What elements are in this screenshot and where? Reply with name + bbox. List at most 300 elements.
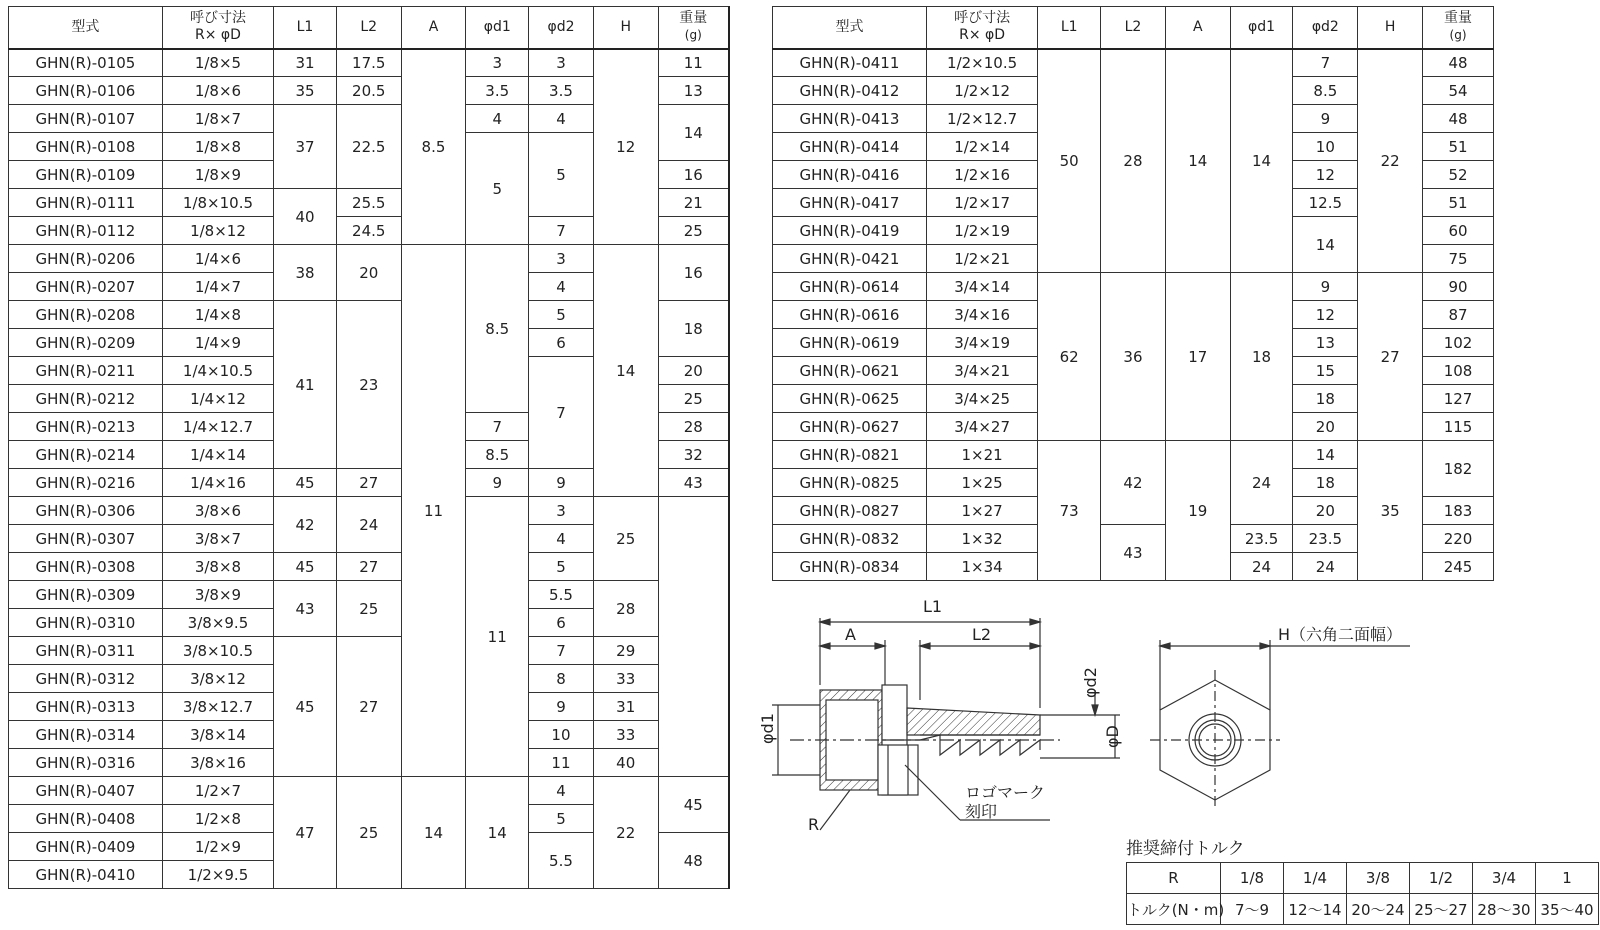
cell-L2: 27 bbox=[336, 553, 401, 581]
cell-nominal: 3/8×14 bbox=[162, 721, 273, 749]
cell-model: GHN(R)-0627 bbox=[773, 413, 927, 441]
cell-model: GHN(R)-0208 bbox=[9, 301, 163, 329]
cell-model: GHN(R)-0106 bbox=[9, 77, 163, 105]
cell-L2: 42 bbox=[1101, 441, 1166, 525]
table-row bbox=[773, 441, 1494, 469]
cell-model: GHN(R)-0213 bbox=[9, 413, 163, 441]
cell-weight: 54 bbox=[1423, 77, 1494, 105]
cell-model: GHN(R)-0832 bbox=[773, 525, 927, 553]
cell-nominal: 3/8×16 bbox=[162, 749, 273, 777]
cell-d2: 9 bbox=[1293, 273, 1358, 301]
cell-nominal: 3/8×9.5 bbox=[162, 609, 273, 637]
cell-model: GHN(R)-0214 bbox=[9, 441, 163, 469]
cell-nominal: 1/2×12.7 bbox=[926, 105, 1037, 133]
cell-d2: 9 bbox=[529, 469, 594, 497]
table-row bbox=[9, 777, 730, 805]
cell-nominal: 1/2×9 bbox=[162, 833, 273, 861]
cell-d2: 3 bbox=[529, 245, 594, 273]
header-H: H bbox=[1358, 7, 1423, 49]
cell-d1: 4 bbox=[466, 105, 529, 133]
cell-nominal: 3/4×19 bbox=[926, 329, 1037, 357]
cell-weight: 25 bbox=[658, 217, 729, 245]
cell-d1: 14 bbox=[466, 777, 529, 889]
cell-nominal: 3/8×9 bbox=[162, 581, 273, 609]
header-H: H bbox=[593, 7, 658, 49]
left-spec-table bbox=[8, 6, 730, 889]
cell-d2: 5.5 bbox=[529, 833, 594, 889]
cell-weight: 182 bbox=[1423, 441, 1494, 497]
cell-model: GHN(R)-0410 bbox=[9, 861, 163, 889]
dim-L1: L1 bbox=[923, 597, 943, 616]
cell-d1: 24 bbox=[1230, 553, 1293, 581]
cell-model: GHN(R)-0417 bbox=[773, 189, 927, 217]
cell-model: GHN(R)-0834 bbox=[773, 553, 927, 581]
cell-d2: 20 bbox=[1293, 413, 1358, 441]
torque-value: 28〜30 bbox=[1473, 894, 1536, 925]
cell-L2: 23 bbox=[336, 301, 401, 469]
cell-L2: 27 bbox=[336, 469, 401, 497]
cell-H: 22 bbox=[1358, 49, 1423, 273]
cell-d2: 24 bbox=[1293, 553, 1358, 581]
cell-d2: 3.5 bbox=[529, 77, 594, 105]
cell-weight: 45 bbox=[658, 777, 729, 833]
cell-d1: 8.5 bbox=[466, 441, 529, 469]
cell-A: 17 bbox=[1165, 273, 1230, 441]
cell-nominal: 1/4×12.7 bbox=[162, 413, 273, 441]
cell-d2: 7 bbox=[529, 217, 594, 245]
cell-weight: 31 bbox=[593, 693, 658, 721]
cell-H: 14 bbox=[593, 245, 658, 497]
cell-d2: 6 bbox=[529, 329, 594, 357]
cell-d2: 4 bbox=[529, 777, 594, 805]
header-L2: L2 bbox=[1101, 7, 1166, 49]
cell-model: GHN(R)-0212 bbox=[9, 385, 163, 413]
cell-L1: 50 bbox=[1038, 49, 1101, 273]
torque-title: 推奨締付トルク bbox=[1126, 839, 1245, 859]
header-nominal-line2: R× φD bbox=[959, 27, 1006, 44]
right-spec-table bbox=[772, 6, 1494, 581]
cell-L2: 24 bbox=[336, 497, 401, 553]
cell-d1: 5 bbox=[466, 133, 529, 245]
cell-L2: 36 bbox=[1101, 273, 1166, 441]
cell-model: GHN(R)-0112 bbox=[9, 217, 163, 245]
header-A: A bbox=[401, 7, 466, 49]
cell-nominal: 3/4×16 bbox=[926, 301, 1037, 329]
cell-nominal: 1/2×8 bbox=[162, 805, 273, 833]
table-row bbox=[9, 581, 730, 609]
dim-d2: φd2 bbox=[1081, 667, 1100, 698]
cell-d2: 7 bbox=[1293, 49, 1358, 77]
torque-row-label-T: トルク(N・m) bbox=[1127, 894, 1221, 925]
cell-d2: 4 bbox=[529, 105, 594, 133]
cell-nominal: 3/4×25 bbox=[926, 385, 1037, 413]
table-row bbox=[9, 497, 730, 525]
cell-model: GHN(R)-0211 bbox=[9, 357, 163, 385]
cell-nominal: 3/8×12.7 bbox=[162, 693, 273, 721]
cell-d2: 5 bbox=[529, 805, 594, 833]
cell-d2: 14 bbox=[1293, 441, 1358, 469]
cell-nominal: 3/8×8 bbox=[162, 553, 273, 581]
cell-d2: 18 bbox=[1293, 469, 1358, 497]
cell-d2: 9 bbox=[1293, 105, 1358, 133]
cell-nominal: 1/4×8 bbox=[162, 301, 273, 329]
cell-A: 14 bbox=[401, 777, 466, 889]
dim-H: H（六角二面幅） bbox=[1278, 625, 1403, 644]
torque-value: 25〜27 bbox=[1410, 894, 1473, 925]
cell-L1: 38 bbox=[274, 245, 337, 301]
cell-weight: 48 bbox=[658, 833, 729, 889]
cell-model: GHN(R)-0408 bbox=[9, 805, 163, 833]
cell-nominal: 1/8×6 bbox=[162, 77, 273, 105]
cell-model: GHN(R)-0109 bbox=[9, 161, 163, 189]
cell-weight: 33 bbox=[593, 721, 658, 749]
cell-L1: 45 bbox=[274, 553, 337, 581]
cell-nominal: 1/2×21 bbox=[926, 245, 1037, 273]
cell-weight: 220 bbox=[1423, 525, 1494, 553]
cell-L1: 47 bbox=[274, 777, 337, 889]
cell-model: GHN(R)-0313 bbox=[9, 693, 163, 721]
cell-A: 8.5 bbox=[401, 49, 466, 245]
cell-weight: 21 bbox=[658, 189, 729, 217]
fitting-drawing bbox=[758, 597, 1460, 840]
cell-d2: 12 bbox=[1293, 301, 1358, 329]
cell-nominal: 1/8×7 bbox=[162, 105, 273, 133]
cell-nominal: 1×34 bbox=[926, 553, 1037, 581]
cell-L1: 41 bbox=[274, 301, 337, 469]
cell-L2: 25 bbox=[336, 581, 401, 637]
cell-d2: 8.5 bbox=[1293, 77, 1358, 105]
header-d1: φd1 bbox=[466, 7, 529, 49]
cell-model: GHN(R)-0209 bbox=[9, 329, 163, 357]
cell-nominal: 1/8×12 bbox=[162, 217, 273, 245]
cell-L1: 62 bbox=[1038, 273, 1101, 441]
cell-d1: 23.5 bbox=[1230, 525, 1293, 553]
cell-L2: 27 bbox=[336, 637, 401, 777]
cell-model: GHN(R)-0409 bbox=[9, 833, 163, 861]
torque-size: 1/2 bbox=[1410, 863, 1473, 894]
cell-d2: 3 bbox=[529, 49, 594, 77]
cell-model: GHN(R)-0312 bbox=[9, 665, 163, 693]
cell-nominal: 1/4×10.5 bbox=[162, 357, 273, 385]
cell-d2: 6 bbox=[529, 609, 594, 637]
cell-model: GHN(R)-0308 bbox=[9, 553, 163, 581]
dim-D: φD bbox=[1103, 725, 1122, 748]
cell-d1: 3 bbox=[466, 49, 529, 77]
cell-nominal: 1/2×7 bbox=[162, 777, 273, 805]
cell-L2: 22.5 bbox=[336, 105, 401, 189]
cell-weight: 51 bbox=[1423, 133, 1494, 161]
cell-model: GHN(R)-0421 bbox=[773, 245, 927, 273]
cell-weight: 20 bbox=[658, 357, 729, 385]
cell-model: GHN(R)-0309 bbox=[9, 581, 163, 609]
cell-weight: 14 bbox=[658, 105, 729, 161]
header-model: 型式 bbox=[9, 7, 163, 49]
cell-model: GHN(R)-0621 bbox=[773, 357, 927, 385]
header-weight-line1: 重量 bbox=[1444, 10, 1473, 27]
cell-nominal: 1/4×7 bbox=[162, 273, 273, 301]
cell-model: GHN(R)-0107 bbox=[9, 105, 163, 133]
cell-model: GHN(R)-0311 bbox=[9, 637, 163, 665]
cell-d2: 5 bbox=[529, 133, 594, 217]
cell-model: GHN(R)-0111 bbox=[9, 189, 163, 217]
cell-weight: 13 bbox=[658, 77, 729, 105]
cell-d1: 14 bbox=[1230, 49, 1293, 273]
table-row bbox=[9, 49, 730, 77]
cell-weight: 48 bbox=[1423, 49, 1494, 77]
header-model: 型式 bbox=[773, 7, 927, 49]
cell-weight: 90 bbox=[1423, 273, 1494, 301]
cell-d2: 8 bbox=[529, 665, 594, 693]
cell-nominal: 3/8×7 bbox=[162, 525, 273, 553]
cell-d1: 7 bbox=[466, 413, 529, 441]
cell-H: 12 bbox=[593, 49, 658, 245]
cell-d2: 12.5 bbox=[1293, 189, 1358, 217]
cell-weight: 245 bbox=[1423, 553, 1494, 581]
header-row bbox=[9, 7, 730, 49]
header-d2: φd2 bbox=[529, 7, 594, 49]
cell-nominal: 1/2×9.5 bbox=[162, 861, 273, 889]
cell-model: GHN(R)-0827 bbox=[773, 497, 927, 525]
cell-d2: 23.5 bbox=[1293, 525, 1358, 553]
header-L2: L2 bbox=[336, 7, 401, 49]
cell-weight: 32 bbox=[658, 441, 729, 469]
cell-model: GHN(R)-0314 bbox=[9, 721, 163, 749]
header-L1: L1 bbox=[1038, 7, 1101, 49]
cell-weight: 52 bbox=[1423, 161, 1494, 189]
cell-L2: 20 bbox=[336, 245, 401, 301]
torque-size: 1/8 bbox=[1221, 863, 1284, 894]
cell-d2: 15 bbox=[1293, 357, 1358, 385]
cell-weight: 25 bbox=[658, 385, 729, 413]
cell-model: GHN(R)-0108 bbox=[9, 133, 163, 161]
cell-d2: 4 bbox=[529, 273, 594, 301]
torque-row-label-R: R bbox=[1127, 863, 1221, 894]
torque-size: 1 bbox=[1536, 863, 1599, 894]
cell-nominal: 3/4×21 bbox=[926, 357, 1037, 385]
header-weight bbox=[658, 7, 729, 49]
cell-d2: 10 bbox=[1293, 133, 1358, 161]
cell-weight: 11 bbox=[658, 49, 729, 77]
cell-weight: 29 bbox=[593, 637, 658, 665]
cell-L2: 43 bbox=[1101, 525, 1166, 581]
cell-d2: 18 bbox=[1293, 385, 1358, 413]
cell-L2: 28 bbox=[1101, 49, 1166, 273]
cell-d1: 3.5 bbox=[466, 77, 529, 105]
cell-d2: 14 bbox=[1293, 217, 1358, 273]
cell-nominal: 1/8×5 bbox=[162, 49, 273, 77]
cell-L1: 73 bbox=[1038, 441, 1101, 581]
cell-L1: 31 bbox=[274, 49, 337, 77]
cell-nominal: 1×32 bbox=[926, 525, 1037, 553]
cell-model: GHN(R)-0821 bbox=[773, 441, 927, 469]
header-weight-unit: (g) bbox=[1449, 28, 1467, 43]
cell-A: 11 bbox=[401, 245, 466, 777]
cell-weight: 16 bbox=[658, 245, 729, 301]
header-d2: φd2 bbox=[1293, 7, 1358, 49]
cell-model: GHN(R)-0105 bbox=[9, 49, 163, 77]
torque-value: 12〜14 bbox=[1284, 894, 1347, 925]
cell-model: GHN(R)-0407 bbox=[9, 777, 163, 805]
cell-model: GHN(R)-0825 bbox=[773, 469, 927, 497]
cell-nominal: 1/4×6 bbox=[162, 245, 273, 273]
header-weight-unit: (g) bbox=[684, 28, 702, 43]
cell-model: GHN(R)-0619 bbox=[773, 329, 927, 357]
cell-nominal: 1×21 bbox=[926, 441, 1037, 469]
cell-nominal: 1/8×10.5 bbox=[162, 189, 273, 217]
cell-L1: 37 bbox=[274, 105, 337, 189]
cell-d2: 13 bbox=[1293, 329, 1358, 357]
cell-d1: 18 bbox=[1230, 273, 1293, 441]
cell-nominal: 1/8×8 bbox=[162, 133, 273, 161]
cell-weight: 60 bbox=[1423, 217, 1494, 245]
cell-d1: 9 bbox=[466, 469, 529, 497]
cell-weight: 183 bbox=[1423, 497, 1494, 525]
cell-d2: 7 bbox=[529, 357, 594, 469]
table-row bbox=[9, 637, 730, 665]
cell-weight: 28 bbox=[593, 581, 658, 637]
cell-H: 22 bbox=[593, 777, 658, 889]
cell-A: 19 bbox=[1165, 441, 1230, 581]
cell-L2: 17.5 bbox=[336, 49, 401, 77]
cell-model: GHN(R)-0206 bbox=[9, 245, 163, 273]
cell-nominal: 1/4×12 bbox=[162, 385, 273, 413]
torque-value: 7〜9 bbox=[1221, 894, 1284, 925]
cell-L1: 45 bbox=[274, 637, 337, 777]
header-row bbox=[773, 7, 1494, 49]
cell-model: GHN(R)-0216 bbox=[9, 469, 163, 497]
cell-L1: 42 bbox=[274, 497, 337, 553]
cell-nominal: 1/2×12 bbox=[926, 77, 1037, 105]
cell-d1: 11 bbox=[466, 497, 529, 777]
cell-weight: 127 bbox=[1423, 385, 1494, 413]
cell-model: GHN(R)-0306 bbox=[9, 497, 163, 525]
torque-size-row bbox=[1127, 863, 1599, 894]
cell-nominal: 3/8×10.5 bbox=[162, 637, 273, 665]
header-nominal-line1: 呼び寸法 bbox=[189, 10, 246, 27]
cell-d1: 8.5 bbox=[466, 245, 529, 413]
dim-R: R bbox=[808, 815, 820, 834]
cell-weight: 28 bbox=[658, 413, 729, 441]
cell-d2: 10 bbox=[529, 721, 594, 749]
torque-value: 20〜24 bbox=[1347, 894, 1410, 925]
cell-weight: 25 bbox=[593, 497, 658, 581]
dim-d1: φd1 bbox=[758, 713, 777, 744]
header-weight-line1: 重量 bbox=[679, 10, 708, 27]
cell-weight: 102 bbox=[1423, 329, 1494, 357]
cell-weight: 48 bbox=[1423, 105, 1494, 133]
cell-nominal: 1/8×9 bbox=[162, 161, 273, 189]
header-nominal-line1: 呼び寸法 bbox=[954, 10, 1011, 27]
cell-d2: 12 bbox=[1293, 161, 1358, 189]
cell-weight: 51 bbox=[1423, 189, 1494, 217]
logo-label-2: 刻印 bbox=[965, 802, 998, 821]
cell-model: GHN(R)-0307 bbox=[9, 525, 163, 553]
cell-L1: 43 bbox=[274, 581, 337, 637]
cell-nominal: 1/2×17 bbox=[926, 189, 1037, 217]
cell-nominal: 3/4×27 bbox=[926, 413, 1037, 441]
cell-L1: 45 bbox=[274, 469, 337, 497]
cell-nominal: 3/8×6 bbox=[162, 497, 273, 525]
header-A: A bbox=[1165, 7, 1230, 49]
header-nominal bbox=[926, 7, 1037, 49]
cell-model: GHN(R)-0416 bbox=[773, 161, 927, 189]
cell-weight: 108 bbox=[1423, 357, 1494, 385]
cell-d2: 7 bbox=[529, 637, 594, 665]
cell-model: GHN(R)-0419 bbox=[773, 217, 927, 245]
cell-model: GHN(R)-0316 bbox=[9, 749, 163, 777]
torque-size: 3/4 bbox=[1473, 863, 1536, 894]
table-row bbox=[773, 49, 1494, 77]
cell-L2: 20.5 bbox=[336, 77, 401, 105]
cell-nominal: 1/4×14 bbox=[162, 441, 273, 469]
torque-value: 35〜40 bbox=[1536, 894, 1599, 925]
header-d1: φd1 bbox=[1230, 7, 1293, 49]
torque-table bbox=[1126, 862, 1599, 925]
cell-d2: 5.5 bbox=[529, 581, 594, 609]
cell-d2: 11 bbox=[529, 749, 594, 777]
cell-H: 27 bbox=[1358, 273, 1423, 441]
header-L1: L1 bbox=[274, 7, 337, 49]
cell-nominal: 1/4×9 bbox=[162, 329, 273, 357]
cell-d2: 5 bbox=[529, 301, 594, 329]
cell-nominal: 3/4×14 bbox=[926, 273, 1037, 301]
cell-weight: 33 bbox=[593, 665, 658, 693]
logo-label-1: ロゴマーク bbox=[965, 783, 1046, 802]
cell-weight: 43 bbox=[658, 469, 729, 497]
cell-weight: 16 bbox=[658, 161, 729, 189]
cell-model: GHN(R)-0207 bbox=[9, 273, 163, 301]
cell-model: GHN(R)-0616 bbox=[773, 301, 927, 329]
table-row bbox=[9, 245, 730, 273]
cell-d2: 4 bbox=[529, 525, 594, 553]
cell-model: GHN(R)-0411 bbox=[773, 49, 927, 77]
cell-nominal: 1/2×10.5 bbox=[926, 49, 1037, 77]
cell-model: GHN(R)-0614 bbox=[773, 273, 927, 301]
dim-L2: L2 bbox=[972, 625, 992, 644]
cell-nominal: 1/2×16 bbox=[926, 161, 1037, 189]
cell-nominal: 1/4×16 bbox=[162, 469, 273, 497]
cell-L2: 24.5 bbox=[336, 217, 401, 245]
cell-weight: 18 bbox=[658, 301, 729, 357]
cell-L2: 25 bbox=[336, 777, 401, 889]
header-weight bbox=[1423, 7, 1494, 49]
cell-nominal: 1/2×14 bbox=[926, 133, 1037, 161]
cell-nominal: 3/8×12 bbox=[162, 665, 273, 693]
torque-size: 3/8 bbox=[1347, 863, 1410, 894]
cell-L1: 35 bbox=[274, 77, 337, 105]
cell-weight: 40 bbox=[593, 749, 658, 777]
torque-value-row bbox=[1127, 894, 1599, 925]
cell-weight: 75 bbox=[1423, 245, 1494, 273]
cell-d2: 9 bbox=[529, 693, 594, 721]
cell-L2: 25.5 bbox=[336, 189, 401, 217]
cell-d2: 3 bbox=[529, 497, 594, 525]
cell-model: GHN(R)-0413 bbox=[773, 105, 927, 133]
cell-model: GHN(R)-0412 bbox=[773, 77, 927, 105]
cell-d2: 5 bbox=[529, 553, 594, 581]
cell-d2: 20 bbox=[1293, 497, 1358, 525]
torque-size: 1/4 bbox=[1284, 863, 1347, 894]
cell-model: GHN(R)-0310 bbox=[9, 609, 163, 637]
cell-weight: 87 bbox=[1423, 301, 1494, 329]
cell-model: GHN(R)-0625 bbox=[773, 385, 927, 413]
cell-nominal: 1×25 bbox=[926, 469, 1037, 497]
cell-d1: 24 bbox=[1230, 441, 1293, 525]
cell-nominal: 1×27 bbox=[926, 497, 1037, 525]
cell-H: 35 bbox=[1358, 441, 1423, 581]
header-nominal bbox=[162, 7, 273, 49]
cell-nominal: 1/2×19 bbox=[926, 217, 1037, 245]
